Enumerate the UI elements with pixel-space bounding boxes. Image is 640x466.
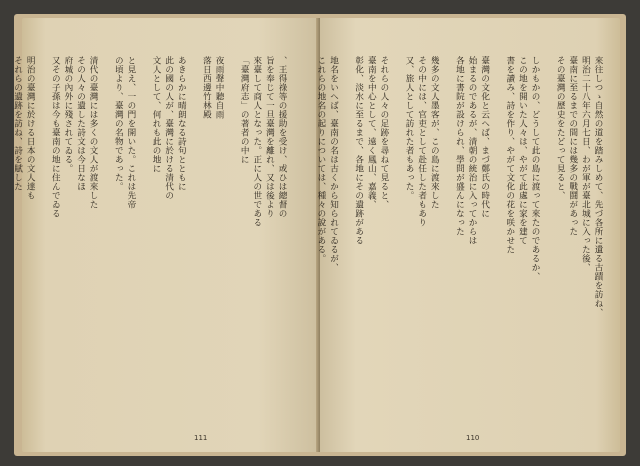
text-line bbox=[340, 56, 353, 306]
text-line: その人々の遺した詩文は今日なほ bbox=[75, 56, 86, 191]
left-page-number: 111 bbox=[194, 434, 208, 442]
text-line: 臺灣の文化と云へば、まづ鄭氏の時代に bbox=[479, 56, 490, 218]
text-line bbox=[440, 56, 453, 306]
text-line: 臺南を中心として、遠く鳳山、嘉義、 bbox=[366, 56, 377, 209]
text-line bbox=[187, 56, 200, 306]
text-line: 落日西邊竹林殿 bbox=[201, 56, 212, 119]
text-line: 地名をいへば、臺南の名は古くから知られてゐるが、 bbox=[328, 56, 339, 272]
text-line: 臺南に至るまでの間には幾多の戰鬪があった bbox=[567, 56, 578, 236]
text-line: 始まるのであるが、清朝の統治に入ってからは bbox=[467, 56, 478, 245]
text-line: 旨を奉じて一旦臺灣を離れ、又は後より bbox=[264, 56, 275, 218]
text-line: 明治二十八年六月七日、わが軍が臺北城に入った後、 bbox=[580, 56, 591, 272]
text-line bbox=[225, 56, 238, 306]
text-line bbox=[99, 56, 112, 306]
text-line: と見え、一の門を開いた。これは先帝 bbox=[125, 56, 136, 209]
text-line: 書を讀み、詩を作り、やがて文化の花を咲かせた bbox=[504, 56, 515, 254]
text-line bbox=[0, 56, 11, 306]
text-line: 各地に書院が設けられ、學問が盛んになった bbox=[454, 56, 465, 236]
text-line: 幾多の文人墨客が、この島に渡來した bbox=[429, 56, 440, 209]
text-line: 來往しつゝ自然の道を踏みしめて、先づ各所に遺る古蹟を訪ね、 bbox=[593, 56, 603, 317]
text-line bbox=[541, 56, 554, 306]
text-line: 來臺して商人となった。正に人の世である bbox=[251, 56, 262, 227]
text-line: 清代の臺灣には多くの文人が渡來した bbox=[88, 56, 99, 209]
text-line: 又その子孫は今も臺南の地に住んでゐる bbox=[50, 56, 61, 218]
right-page-text bbox=[315, 56, 604, 317]
left-page bbox=[12, 18, 318, 452]
right-page bbox=[315, 18, 620, 452]
text-line: あきらかに晴朗なる詩句とともに bbox=[176, 56, 187, 191]
text-line: しかもかの、どうして此の島に渡って來たのであるか、 bbox=[530, 56, 541, 281]
text-line: 「臺灣府志」の著者の中に bbox=[239, 56, 250, 164]
text-line: それらの人々の足跡を尋ねて見ると、 bbox=[378, 56, 389, 209]
text-line: の頃より、臺灣の名物であった。 bbox=[113, 56, 124, 191]
text-line: これらの地名の起りについては、種々の說がある。 bbox=[315, 56, 326, 263]
text-line bbox=[137, 56, 150, 306]
text-line: それらの遺跡を訪ね、詩を賦した bbox=[12, 56, 23, 191]
text-line: 、王得祿等の援助を受け、或ひは總督の bbox=[277, 56, 287, 218]
text-line: その中には、官吏として赴任した者もあり bbox=[416, 56, 427, 227]
left-page-text bbox=[12, 56, 288, 306]
text-line: 此の國の人が、臺灣に於ける清代の bbox=[163, 56, 174, 200]
text-line: この地を開いた人々は、やがて此處に家を建て bbox=[517, 56, 528, 245]
text-line: 彰化、淡水に至るまで、各地にその遺跡がある bbox=[353, 56, 364, 245]
text-line bbox=[491, 56, 504, 306]
text-line: 又、旅人として訪れた者もあった。 bbox=[404, 56, 415, 200]
text-line bbox=[36, 56, 49, 306]
text-line: 府城の內外に殘されてゐる。 bbox=[62, 56, 73, 173]
right-page-number: 110 bbox=[466, 434, 480, 442]
text-line: その臺灣の歷史をたどって見ると、 bbox=[555, 56, 566, 200]
text-line: 明治の臺灣に於ける日本の文人達も bbox=[25, 56, 36, 200]
text-line: 文人として、何れも此の地に bbox=[151, 56, 162, 173]
text-line: 夜雨聲中聽自雨 bbox=[214, 56, 225, 119]
text-line bbox=[390, 56, 403, 306]
